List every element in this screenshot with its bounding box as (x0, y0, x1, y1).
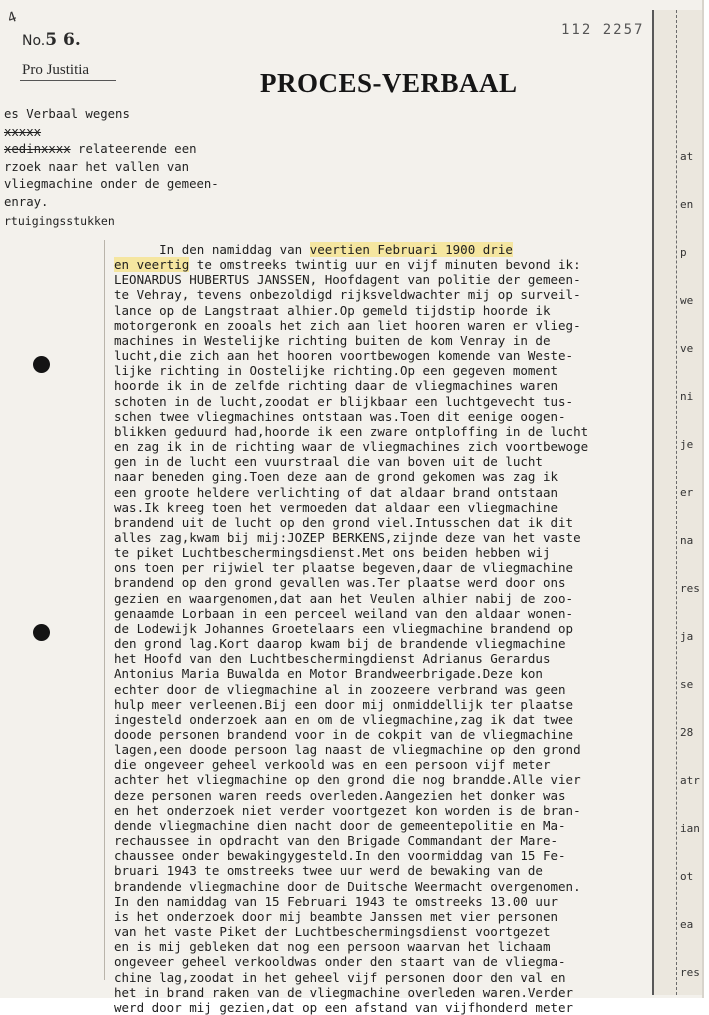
body-line: te Vehray, tevens onbezoldigd rijksveldwachter mij op surveil- (114, 287, 581, 303)
perforation-line (676, 10, 677, 995)
body-line: genaamde Lorbaan in een perceel weiland van den aldaar wonen- (114, 605, 574, 621)
body-line: Antonius Maria Buwalda en Motor Brandweerbrigade.Deze kon (114, 666, 543, 682)
body-line: het Hoofd van den Luchtbeschermingdienst Adrianus Gerardus (114, 651, 551, 667)
corner-mark: 4 (5, 9, 19, 27)
strip-fragment: ve (680, 342, 694, 355)
strip-fragment: res (680, 966, 700, 979)
body-line (114, 257, 694, 272)
body-line: chine lag,zoodat in het geheel vijf personen door den val en (114, 969, 566, 985)
body-line: lucht,die zich aan het hooren voortbewogen komende van Weste- (114, 348, 574, 364)
strip-fragment: 28 (680, 726, 694, 739)
body-line: is het onderzoek door mij beambte Janssen met vier personen (114, 908, 559, 924)
body-line: die ongeveer geheel verkoold was en een persoon vijf meter (114, 757, 551, 773)
body-line: echter door de vliegmachine al in zoozeere verbrand was geen (114, 681, 566, 697)
body-line: schen twee vliegmachines ontstaan was.Toen dit eenige oogen- (114, 408, 566, 424)
subject-line: vliegmachine onder de gemeen- (4, 177, 219, 192)
adjacent-page-strip (652, 10, 702, 995)
body-line: alles zag,kwam bij mij:JOZEP BERKENS,zijnde deze van het vaste (114, 529, 581, 545)
body-line: brandend op den grond gevallen was.Ter plaatse werd door ons (114, 575, 566, 591)
body-line: achter het vliegmachine op den grond die nog brandde.Alle vier (114, 772, 581, 788)
body-line: naar beneden ging.Toen deze aan de grond gekomen was zag ik (114, 469, 559, 485)
subject-line: es Verbaal wegens (4, 107, 130, 121)
body-line: ons toen per rijwiel ter plaatse begeven,daar de vliegmachine (114, 560, 574, 576)
body-text: te omstreeks twintig uur en vijf minuten bevond ik: (189, 257, 581, 273)
body-line: gezien en waargenomen,dat aan het Veulen alhier nabij de zoo- (114, 590, 574, 606)
number-value: 5 6. (45, 30, 81, 50)
pro-justitia-rule (20, 80, 116, 81)
body-line: van het vaste Piket der Luchtbeschermingsdienst voortgezet (114, 924, 551, 940)
body-line: chaussee onder bewakingygesteld.In den voormiddag van 15 Fe- (114, 848, 566, 864)
body-line: de Lodewijk Johannes Groetelaars een vliegmachine brandend op (114, 620, 574, 636)
strip-fragment: ot (680, 870, 694, 883)
body-line: deze personen waren reeds overleden.Aangezien het donker was (114, 787, 566, 803)
body-line: een groote heldere verlichting of dat aldaar brand ontstaan (114, 484, 559, 500)
body-line: en zag ik in de richting waar de vliegmachines zich voortbewoge (114, 439, 589, 455)
body-line: hoorde ik in de zelfde richting daar de vliegmachines waren (114, 378, 559, 394)
body-line: motorgeronk en zooals het zich aan liet hooren waren er vlieg- (114, 317, 581, 333)
subject-line: enray. (4, 194, 49, 209)
strip-fragment: at (680, 150, 694, 163)
body-line: het in brand raken van de vliegmachine overleden waren.Verder (114, 984, 574, 1000)
body-line: In den namiddag van 15 Februari 1943 te omstreeks 13.00 uur (114, 893, 559, 909)
strip-fragment: ian (680, 822, 700, 835)
subject-line: rzoek naar het vallen van (4, 159, 190, 174)
punch-hole (33, 624, 50, 641)
strip-fragment: ea (680, 918, 694, 931)
body-line: hulp meer verleenen.Bij een door mij onmiddellijk ter plaatse (114, 696, 574, 712)
punch-hole (33, 356, 50, 373)
subject-line: relateerende een (70, 142, 197, 157)
report-body (114, 242, 694, 1015)
margin-rule (104, 240, 105, 980)
body-line: lance op de Langstraat alhier.Op gemeld tijdstip hoorde ik (114, 302, 551, 318)
body-line: lagen,een doode persoon lag naast de vliegmachine op den grond (114, 742, 581, 758)
subject-block (4, 106, 219, 212)
page-title: PROCES-VERBAAL (260, 68, 518, 98)
body-line: was.Ik kreeg toen het vermoeden dat aldaar een vliegmachine (114, 499, 559, 515)
strip-fragment: ni (680, 390, 694, 403)
archive-number: 112 2257 (561, 22, 645, 38)
body-line: doode personen brandend voor in de cokpit van de vliegmachine (114, 727, 574, 742)
subject-struck-text: xxxxx (4, 124, 42, 139)
body-line: en is mij gebleken dat nog een persoon waarvan het lichaam (114, 939, 551, 955)
strip-fragment: se (680, 678, 694, 691)
body-line: blikken geduurd had,hoorde ik een zware ontploffing in de lucht (114, 423, 589, 439)
subject-struck-prefix: xedinxxxx (4, 142, 71, 157)
strip-fragment: we (680, 294, 694, 307)
body-line: lijke richting in Oostelijke richting.Op een gegeven moment (114, 363, 559, 379)
body-line: werd door mij gezien,dat op een afstand van vijfhonderd meter (114, 999, 574, 1015)
body-line: rechaussee in opdracht van den Brigade Commandant der Mare- (114, 833, 559, 849)
body-line: LEONARDUS HUBERTUS JANSSEN, Hoofdagent van politie der gemeen- (114, 272, 581, 288)
attachments-label: rtuigingsstukken (4, 214, 115, 228)
body-line: brandend uit de lucht op den grond viel.Intusschen dat ik dit (114, 514, 574, 530)
strip-fragment: er (680, 486, 694, 499)
strip-fragment: en (680, 198, 694, 211)
strip-fragment: p (680, 246, 687, 259)
highlighted-date: veertien Februari 1900 drie (309, 242, 513, 257)
number-label: No. (22, 33, 46, 49)
body-line: brandende vliegmachine door de Duitsche Weermacht overgenomen. (114, 878, 581, 894)
body-line: machines in Westelijke richting buiten de kom Venray in de (114, 332, 551, 348)
body-line: ingesteld onderzoek aan en om de vliegmachine,zag ik dat twee (114, 711, 574, 727)
body-line: te piket Luchtbeschermingsdienst.Met ons beiden hebben wij (114, 545, 551, 561)
body-line: bruari 1943 te omstreeks twee uur werd de bewaking van de (114, 863, 543, 879)
body-line: en het onderzoek niet verder voortgezet kon worden is de bran- (114, 802, 581, 818)
document-number (22, 30, 81, 50)
body-line: dende vliegmachine dien nacht door de gemeentepolitie en Ma- (114, 817, 566, 833)
body-text: In den namiddag van (114, 242, 310, 257)
strip-fragment: je (680, 438, 694, 451)
highlighted-date: en veertig (114, 257, 190, 273)
strip-fragment: na (680, 534, 694, 547)
strip-fragment: res (680, 582, 700, 595)
body-line: schoten in de lucht,zoodat er blijkbaar een luchtgevecht tus- (114, 393, 574, 409)
body-line: ongeveer geheel verkooldwas onder den staart van de vliegma- (114, 954, 566, 970)
body-line (114, 242, 694, 257)
strip-fragment: ja (680, 630, 694, 643)
pro-justitia-label: Pro Justitia (22, 62, 90, 78)
body-line: gen in de lucht een vuurstraal die van boven uit de lucht (114, 454, 543, 470)
strip-fragment: atr (680, 774, 700, 787)
body-line: den grond lag.Kort daarop kwam bij de brandende vliegmachine (114, 636, 566, 652)
